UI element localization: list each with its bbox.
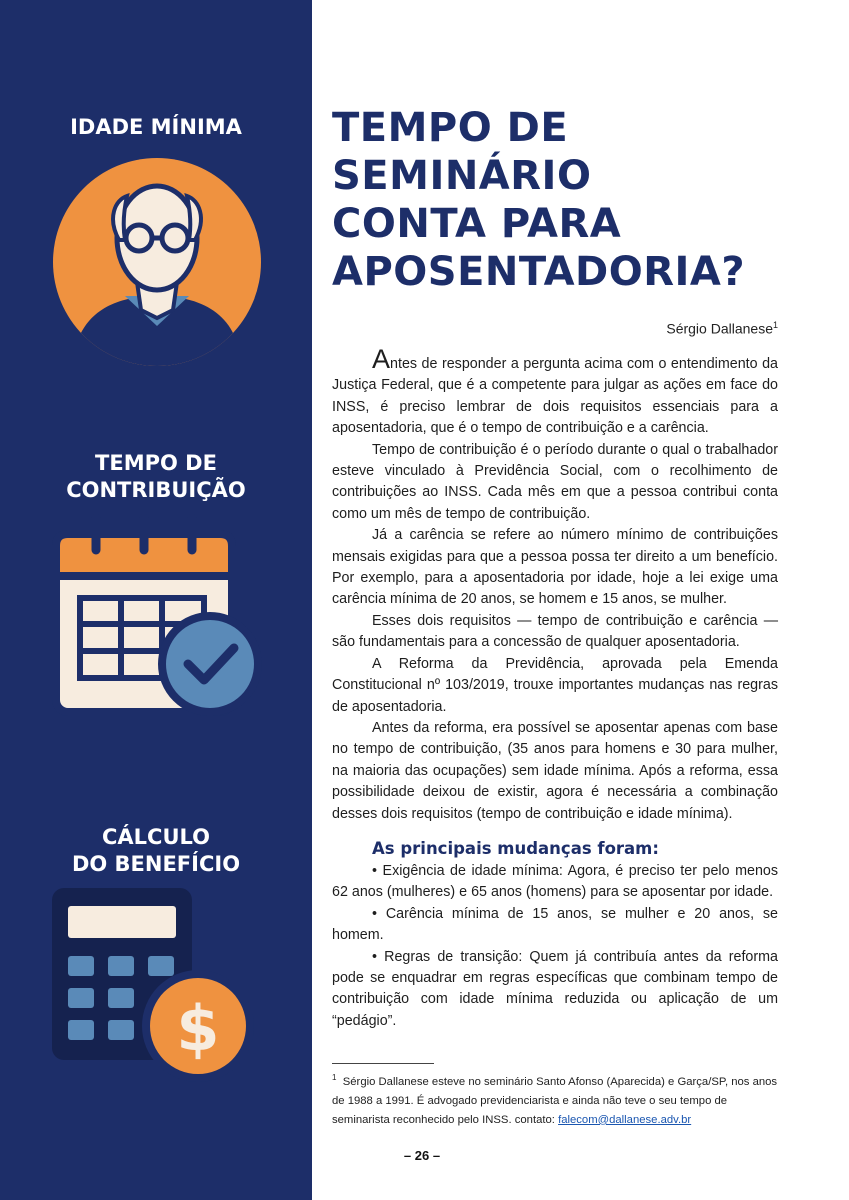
bullet-item: • Carência mínima de 15 anos, se mulher e 20 anos, se homem. <box>332 905 778 944</box>
paragraph-antes-reforma: Antes da reforma, era possível se aposentar apenas com base no tempo de contribuição, (35 anos para homens e 30 para mulher, na maioria das ocupações) sem idade mínima. Após a reforma, essa possibilidade deixou de existir, agora é necessária a combinação desses dois requisitos (tempo de contribuição e idade mínima). <box>332 719 778 822</box>
author-name: Sérgio Dallanese <box>666 320 773 337</box>
bullet-item: • Exigência de idade mínima: Agora, é preciso ter pelo menos 62 anos (mulheres) e 65 anos (homens) para se aposentar por idade. <box>332 862 778 901</box>
footnote-email-link[interactable]: falecom@dallanese.adv.br <box>558 1113 692 1126</box>
author-footnote-mark: 1 <box>772 320 778 330</box>
article-title-line: CONTA PARA <box>332 201 622 247</box>
sidebar-heading-tempo-line1: TEMPO DE <box>95 451 217 475</box>
paragraph-reforma: A Reforma da Previdência, aprovada pela Emenda Constitucional nº 103/2019, trouxe importantes mudanças nas regras de aposentadoria. <box>332 655 778 715</box>
footnote <box>332 1068 778 1130</box>
paragraph-intro-text: ntes de responder a pergunta acima com o entendimento da Justiça Federal, que é a competente para julgar as ações em face do INSS, é preciso lembrar de dois requisitos essenciais para a aposentadoria, que é o tempo de contribuição e a carência. <box>332 356 778 437</box>
page-number: – 26 – <box>403 1148 441 1163</box>
footnote-divider <box>332 1063 434 1064</box>
paragraph-tempo-contribuicao: Tempo de contribuição é o período durante o qual o trabalhador esteve vinculado à Previdência Social, com o recolhimento de contribuições ao INSS. Cada mês em que a pessoa contribui conta como um mês de tempo de contribuição. <box>332 441 778 522</box>
article-title-line: APOSENTADORIA? <box>332 249 746 295</box>
calendar-check-icon <box>52 514 262 729</box>
footnote-text: Sérgio Dallanese esteve no seminário Santo Afonso (Aparecida) e Garça/SP, nos anos de 1988 a 1991. É advogado previdenciarista e ainda não teve o seu tempo de seminarista reconhecido pelo INSS. contato: <box>332 1075 778 1126</box>
sidebar <box>0 0 312 1200</box>
article-title-line: TEMPO DE <box>332 105 569 151</box>
footnote-mark: 1 <box>332 1073 337 1082</box>
bullet-item: • Regras de transição: Quem já contribuía antes da reforma pode se enquadrar em regras específicas que combinam tempo de contribuição com idade mínima reduzida ou aplicação de um “pedágio”. <box>332 948 778 1029</box>
subheading-mudancas: As principais mudanças foram: <box>372 838 659 858</box>
paragraph-carencia: Já a carência se refere ao número mínimo de contribuições mensais exigidas para que a pessoa possa ter direito a um benefício. Por exemplo, para a aposentadoria por idade, hoje a lei exige uma carência mínima de 20 anos, se homem e 15 anos, se mulher. <box>332 527 778 608</box>
drop-cap: A <box>372 344 391 374</box>
elderly-person-icon <box>53 158 261 371</box>
sidebar-heading-calculo-line1: CÁLCULO <box>102 825 210 849</box>
sidebar-heading-tempo-line2: CONTRIBUIÇÃO <box>66 478 246 502</box>
author-byline <box>666 320 778 337</box>
article-title-line: SEMINÁRIO <box>332 153 592 199</box>
sidebar-heading-idade-minima: IDADE MÍNIMA <box>70 115 242 139</box>
paragraph-requisitos: Esses dois requisitos — tempo de contribuição e carência — são fundamentais para a concessão de qualquer aposentadoria. <box>332 612 778 651</box>
sidebar-heading-calculo-line2: DO BENEFÍCIO <box>71 852 241 876</box>
article-body <box>332 344 778 1032</box>
calculator-dollar-icon <box>52 888 262 1093</box>
article-title <box>332 104 745 296</box>
dollar-sign-text: $ <box>176 992 220 1065</box>
paragraph-intro <box>332 344 778 440</box>
